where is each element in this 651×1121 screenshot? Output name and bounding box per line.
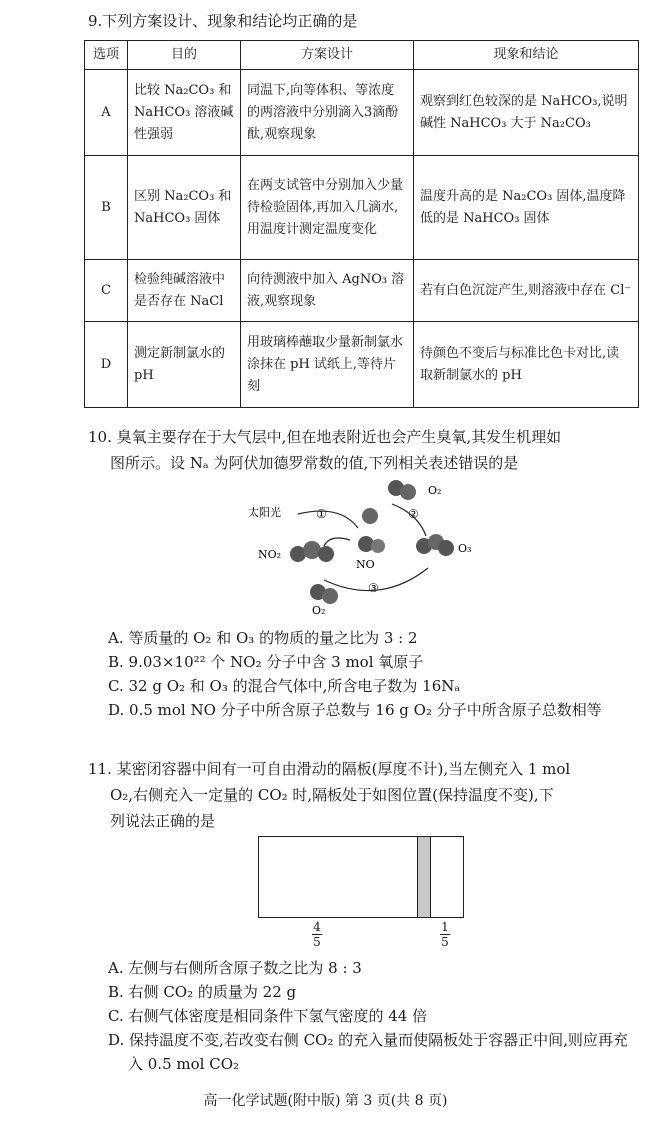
o2-top-molecule-icon	[388, 480, 416, 500]
q11-stem	[88, 756, 640, 834]
q10-options	[108, 626, 640, 722]
header-design: 方案设计	[241, 41, 414, 70]
header-goal: 目的	[128, 41, 241, 70]
no-label: NO	[356, 558, 375, 571]
q11-options	[108, 956, 640, 1076]
o2-bottom-label: O₂	[312, 604, 326, 616]
option-b: B. 右侧 CO₂ 的质量为 22 g	[108, 983, 297, 1001]
q9-title: 9.下列方案设计、现象和结论均正确的是	[88, 12, 358, 30]
arrow-1	[298, 511, 358, 528]
row-design: 用玻璃棒蘸取少量新制氯水涂抹在 pH 试纸上,等待片刻	[241, 322, 414, 408]
option-c: C. 右侧气体密度是相同条件下氢气密度的 44 倍	[108, 1007, 428, 1025]
right-frac-num: 1	[441, 920, 449, 934]
right-fraction	[440, 920, 450, 949]
o-atom-icon	[362, 508, 378, 524]
row-option: D	[85, 322, 128, 408]
right-frac-den: 5	[441, 935, 449, 949]
row-option: C	[85, 260, 128, 322]
option-a: A. 左侧与右侧所含原子数之比为 8 : 3	[108, 959, 362, 977]
q11-stem-line: O₂,右侧充入一定量的 CO₂ 时,隔板处于如图位置(保持温度不变),下	[110, 786, 554, 804]
no-molecule-icon	[358, 536, 385, 553]
o3-label: O₃	[458, 542, 472, 555]
ozone-mechanism-diagram	[240, 476, 480, 616]
sealed-container	[258, 836, 464, 918]
option-c: C. 32 g O₂ 和 O₃ 的混合气体中,所含电子数为 16Nₐ	[108, 677, 461, 695]
row-design: 在两支试管中分别加入少量待检验固体,再加入几滴水,用温度计测定温度变化	[241, 156, 414, 260]
table-row	[85, 322, 639, 408]
step2-label: ②	[408, 507, 419, 521]
option-b: B. 9.03×10²² 个 NO₂ 分子中含 3 mol 氧原子	[108, 653, 424, 671]
q11-stem-line: 11. 某密闭容器中间有一可自由滑动的隔板(厚度不计),当左侧充入 1 mol	[88, 760, 571, 778]
no2-molecule-icon	[290, 541, 334, 562]
q10-stem	[88, 424, 640, 476]
row-goal: 测定新制氯水的 pH	[128, 322, 241, 408]
sunlight-label: 太阳光	[248, 506, 281, 519]
row-result: 温度升高的是 Na₂CO₃ 固体,温度降低的是 NaHCO₃ 固体	[414, 156, 639, 260]
header-option: 选项	[85, 41, 128, 70]
header-result: 现象和结论	[414, 41, 639, 70]
arrow-4	[324, 538, 350, 546]
row-goal: 比较 Na₂CO₃ 和 NaHCO₃ 溶液碱性强弱	[128, 70, 241, 156]
q11-stem-line: 列说法正确的是	[110, 812, 216, 830]
page-footer: 高一化学试题(附中版) 第 3 页(共 8 页)	[203, 1093, 448, 1109]
o3-molecule-icon	[416, 534, 454, 556]
option-a: A. 等质量的 O₂ 和 O₃ 的物质的量之比为 3 : 2	[108, 629, 418, 647]
left-fraction	[312, 920, 322, 949]
row-design: 同温下,向等体积、等浓度的两溶液中分别滴入3滴酚酞,观察现象	[241, 70, 414, 156]
left-frac-num: 4	[313, 920, 321, 934]
option-d: D. 保持温度不变,若改变右侧 CO₂ 的充入量而使隔板处于容器正中间,则应再充入 0.5 mol CO₂	[108, 1031, 628, 1073]
row-result: 观察到红色较深的是 NaHCO₃,说明碱性 NaHCO₃ 大于 Na₂CO₃	[414, 70, 639, 156]
left-frac-den: 5	[313, 935, 321, 949]
o2-bottom-molecule-icon	[310, 584, 338, 604]
q9-table	[84, 40, 639, 408]
q10-stem-line: 10. 臭氧主要存在于大气层中,但在地表附近也会产生臭氧,其发生机理如	[88, 428, 562, 446]
row-option: B	[85, 156, 128, 260]
table-row	[85, 260, 639, 322]
row-result: 若有白色沉淀产生,则溶液中存在 Cl⁻	[414, 260, 639, 322]
table-row	[85, 70, 639, 156]
row-goal: 区别 Na₂CO₃ 和 NaHCO₃ 固体	[128, 156, 241, 260]
step1-label: ①	[316, 507, 327, 521]
table-header-row	[85, 41, 639, 70]
o2-top-label: O₂	[428, 484, 442, 497]
sliding-partition	[417, 837, 431, 917]
row-design: 向待测液中加入 AgNO₃ 溶液,观察现象	[241, 260, 414, 322]
row-result: 待颜色不变后与标准比色卡对比,读取新制氯水的 pH	[414, 322, 639, 408]
row-goal: 检验纯碱溶液中是否存在 NaCl	[128, 260, 241, 322]
step3-label: ③	[368, 581, 379, 595]
table-row	[85, 156, 639, 260]
q10-stem-line: 图所示。设 Nₐ 为阿伏加德罗常数的值,下列相关表述错误的是	[110, 454, 519, 472]
no2-label: NO₂	[258, 548, 282, 561]
row-option: A	[85, 70, 128, 156]
option-d: D. 0.5 mol NO 分子中所含原子总数与 16 g O₂ 分子中所含原子总数相等	[108, 701, 602, 719]
